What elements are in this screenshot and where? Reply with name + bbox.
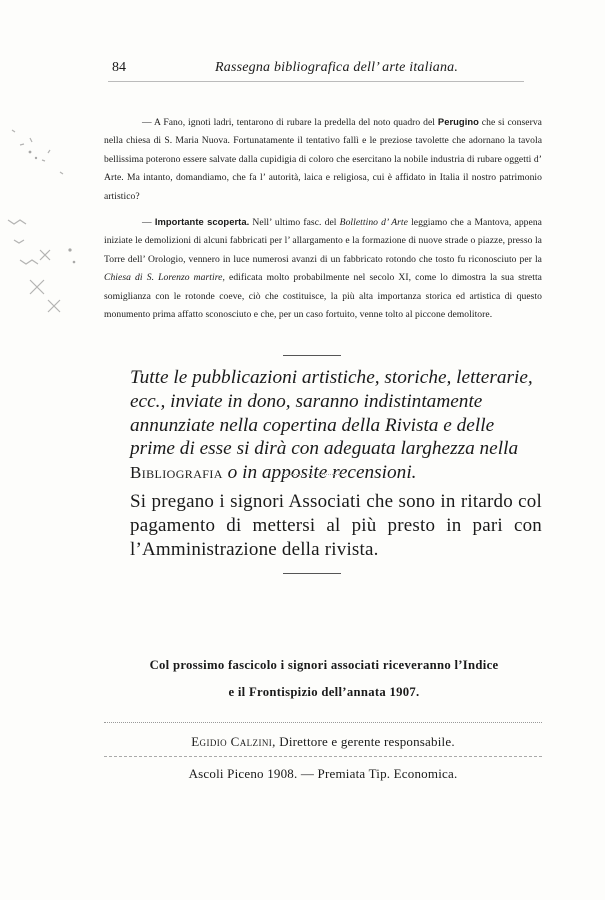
printer-imprint: Ascoli Piceno 1908. — Premiata Tip. Economica.: [188, 766, 458, 781]
director-role: Direttore e gerente responsabile.: [275, 734, 455, 749]
notice-text: Tutte le pubblicazioni artistiche, storiche, letterarie, ecc., inviate in dono, saranno indistintamente annunziate nella copertina della Rivista e delle prime di esse si dirà con adeguata larghezza nella: [130, 367, 533, 460]
section-rule: [283, 355, 341, 356]
announcement-line-1: Col prossimo fascicolo i signori associati riceveranno l’Indice: [149, 658, 499, 672]
footer-rule: [104, 722, 542, 723]
news-dash: —: [142, 217, 155, 228]
running-title: Rassegna bibliografica dell’ arte italiana.: [215, 60, 459, 75]
news-item-fano: [104, 113, 542, 206]
news-text: che si conserva nella chiesa di S. Maria Nuova. Fortunatamente il tentativo fallì e le preziose tavolette che adornano la tavola bellissima poterono essere salvate dalla cupidigia di coloro che esercitano la nobile industria di rubare oggetti d’ Arte. Ma intanto, domandiamo, che fa l’ autorità, laica e religiosa, cui è affidato in Italia il nostro patrimonio artistico?: [104, 117, 542, 202]
news-dash: —: [142, 117, 154, 128]
notice-publications: [130, 366, 542, 485]
section-rule: [283, 474, 341, 475]
news-text: Nell’ ultimo fasc. del: [249, 217, 340, 228]
news-text: edificata molto probabilmente nel secolo XI, come lo dimostra la sua stretta somiglianza con le rotonde coeve, ciò che costituisce, la più alta importanza storica ed artistica di questo monumento prima affatto sconosciuto e che, per un caso fortuito, venne tolto al piccone demolitore.: [104, 272, 542, 321]
notice-bibliografia: Bibliografia: [130, 463, 223, 483]
footer-rule: [104, 756, 542, 757]
announcement-line-2: e il Frontispizio dell’annata 1907.: [228, 685, 420, 699]
news-text: A Fano, ignoti ladri, tentarono di rubare la predella del noto quadro del: [154, 117, 438, 128]
news-item-mantova: [104, 213, 542, 324]
news-keyword-perugino: Perugino: [437, 116, 479, 127]
header-rule: [108, 81, 524, 82]
notice-text: o in apposite recensioni.: [222, 462, 417, 484]
notice-subscribers: Si pregano i signori Associati che sono in ritardo col pagamento di mettersi al più presto in pari con l’Amministrazione della rivista.: [130, 491, 542, 560]
director-line: [104, 734, 542, 750]
section-rule: [283, 573, 341, 574]
news-citation-chiesa: Chiesa di S. Lorenzo martire,: [104, 272, 225, 284]
news-heading-importante-scoperta: Importante scoperta.: [154, 216, 250, 227]
director-name: Egidio Calzini,: [191, 734, 276, 749]
news-citation-bollettino: Bollettino d’ Arte: [339, 217, 408, 228]
news-text: leggiamo che a Mantova, appena iniziate le demolizioni di alcuni fabbricati per l’ allargamento e la formazione di nuove strade o piazze, presso la Torre dell’ Orologio, vennero in luce numerosi avanzi di un fabbricato rotondo che tosto fu riconosciuto per la: [104, 217, 542, 265]
scan-bleed-marks: [0, 100, 100, 360]
page-number: 84: [112, 60, 126, 75]
